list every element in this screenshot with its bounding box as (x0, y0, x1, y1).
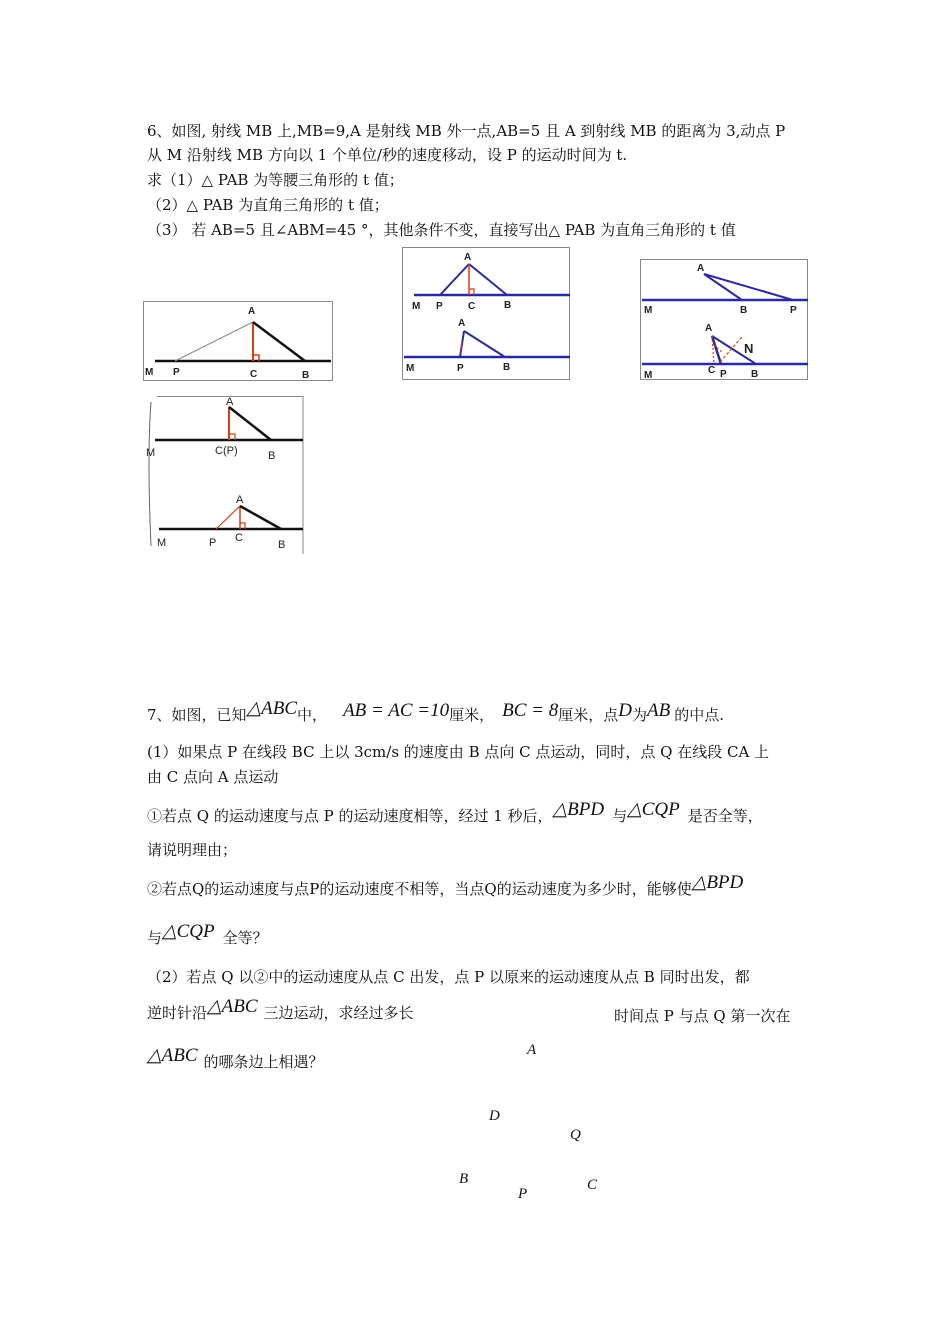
q7-p2-a: 逆时针沿 (147, 1004, 208, 1022)
q6-figure-2 (402, 247, 570, 380)
fig3-A-bot: A (705, 323, 713, 334)
fig4-M-top: M (146, 447, 156, 459)
fig2-B-bot: B (503, 362, 511, 373)
fig4-A-bot: A (236, 494, 244, 506)
fig3-C-bot: C (708, 365, 716, 376)
fig1-A: A (248, 306, 256, 317)
q7-p2-b: 三边运动，求经过多长 (263, 1004, 414, 1022)
q7-tri-cqp-2: △CQP (162, 921, 215, 942)
q7-point-label-p: P (518, 1186, 528, 1202)
q6-figure-4 (143, 396, 305, 554)
q6-figure-3 (640, 259, 808, 380)
fig2-C-top: C (468, 301, 476, 312)
q6-line-4: （2）△ PAB 为直角三角形的 t 值； (147, 196, 389, 214)
fig4-CP-top: C(P) (215, 445, 238, 457)
q7-point-label-c: C (587, 1177, 598, 1193)
q7-point-d: D (618, 700, 632, 721)
fig2-M-top: M (412, 301, 421, 312)
q7-s1-line-2: 请说明理由； (147, 841, 238, 859)
q7-tri-abc-2: △ABC (207, 996, 258, 1017)
q7-p1-line-1: (1）如果点 P 在线段 BC 上以 3cm/s 的速度由 B 点向 C 点运动，同时，点 Q 在线段 CA 上 (147, 743, 770, 761)
q7-s2-line-2 (147, 921, 268, 951)
q7-eq1: AB = AC =10 (343, 700, 450, 721)
fig3-P-top: P (790, 305, 797, 316)
q7-eq2: BC = 8 (502, 700, 559, 721)
q6-line-1: 6、如图, 射线 MB 上,MB=9,A 是射线 MB 外一点,AB=5 且 A 到射线 MB 的距离为 3,动点 P (147, 122, 786, 140)
q7-intro-d: 厘米，点 (558, 706, 619, 724)
fig3-N-bot: N (744, 341, 754, 356)
fig3-P-bot: P (720, 369, 727, 380)
q7-tri-bpd-2: △BPD (691, 872, 744, 893)
q7-ab: AB (647, 700, 671, 721)
fig4-A-top: A (226, 396, 234, 408)
q7-p2-line-2 (147, 996, 414, 1026)
fig2-A-bot: A (458, 318, 466, 329)
q7-intro-b: 中， (297, 706, 328, 724)
q7-p2-line-1: （2）若点 Q 以②中的运动速度从点 C 出发，点 P 以原来的运动速度从点 B 同时出发，都 (147, 968, 750, 986)
q7-point-label-q: Q (570, 1127, 581, 1143)
q7-tri-bpd: △BPD (552, 799, 605, 820)
fig2-P-bot: P (457, 363, 464, 374)
q7-s1-b: 与 (612, 807, 628, 825)
q7-s1-c: 是否全等， (687, 807, 763, 825)
q7-point-label-d: D (489, 1108, 500, 1124)
q7-p1-line-2: 由 C 点向 A 点运动 (147, 768, 279, 786)
q7-intro-f: 的中点. (674, 706, 724, 724)
q7-p2-line-3 (147, 1045, 324, 1075)
q7-tri-abc-3: △ABC (147, 1045, 198, 1066)
q6-line-2: 从 M 沿射线 MB 方向以 1 个单位/秒的速度移动，设 P 的运动时间为 t. (147, 146, 628, 164)
fig4-P-bot: P (209, 537, 217, 549)
q7-intro-c: 厘米， (449, 706, 495, 724)
fig4-B-bot: B (278, 539, 286, 551)
fig1-P: P (173, 367, 180, 378)
fig2-M-bot: M (406, 363, 415, 374)
fig4-B-top: B (268, 450, 276, 462)
q6-line-3: 求（1）△ PAB 为等腰三角形的 t 值； (147, 171, 404, 189)
fig3-M-top: M (644, 305, 653, 316)
q7-intro (147, 698, 724, 727)
fig2-A-top: A (464, 252, 472, 263)
q7-intro-e: 为 (631, 706, 647, 724)
fig2-B-top: B (504, 300, 512, 311)
q7-intro-a: 7、如图，已知 (147, 706, 247, 724)
fig1-C: C (250, 369, 258, 380)
q7-s2-a: ②若点Q的运动速度与点P的运动速度不相等，当点Q的运动速度为多少时，能够使 (147, 880, 692, 898)
fig3-M-bot: M (644, 370, 653, 380)
q6-line-5: （3） 若 AB=5 且∠ABM=45 °，其他条件不变，直接写出△ PAB 为直角三角形的 t 值 (147, 221, 736, 239)
q6-figure-1 (143, 301, 333, 381)
q7-s1-line-1 (147, 799, 763, 829)
q7-p2-c: 时间点 P 与点 Q 第一次在 (614, 1007, 791, 1025)
q7-point-label-b: B (459, 1171, 469, 1187)
fig3-B-top: B (740, 305, 748, 316)
q7-s2-b: 与 (147, 929, 163, 947)
fig2-P-top: P (436, 301, 443, 312)
q7-tri-abc: △ABC (246, 698, 298, 719)
q7-s2-line-1 (147, 872, 744, 902)
fig3-A-top: A (697, 263, 705, 274)
fig4-C-bot: C (235, 532, 243, 544)
q7-s1-a: ①若点 Q 的运动速度与点 P 的运动速度相等，经过 1 秒后， (147, 807, 553, 825)
q7-tri-cqp: △CQP (627, 799, 680, 820)
fig1-B: B (302, 370, 310, 381)
fig4-M-bot: M (157, 537, 167, 549)
fig1-M: M (145, 367, 154, 378)
fig3-B-bot: B (751, 369, 759, 380)
q7-point-label-a: A (527, 1042, 537, 1058)
q7-s2-c: 全等？ (222, 929, 268, 947)
q7-p2-d: 的哪条边上相遇？ (203, 1053, 324, 1071)
